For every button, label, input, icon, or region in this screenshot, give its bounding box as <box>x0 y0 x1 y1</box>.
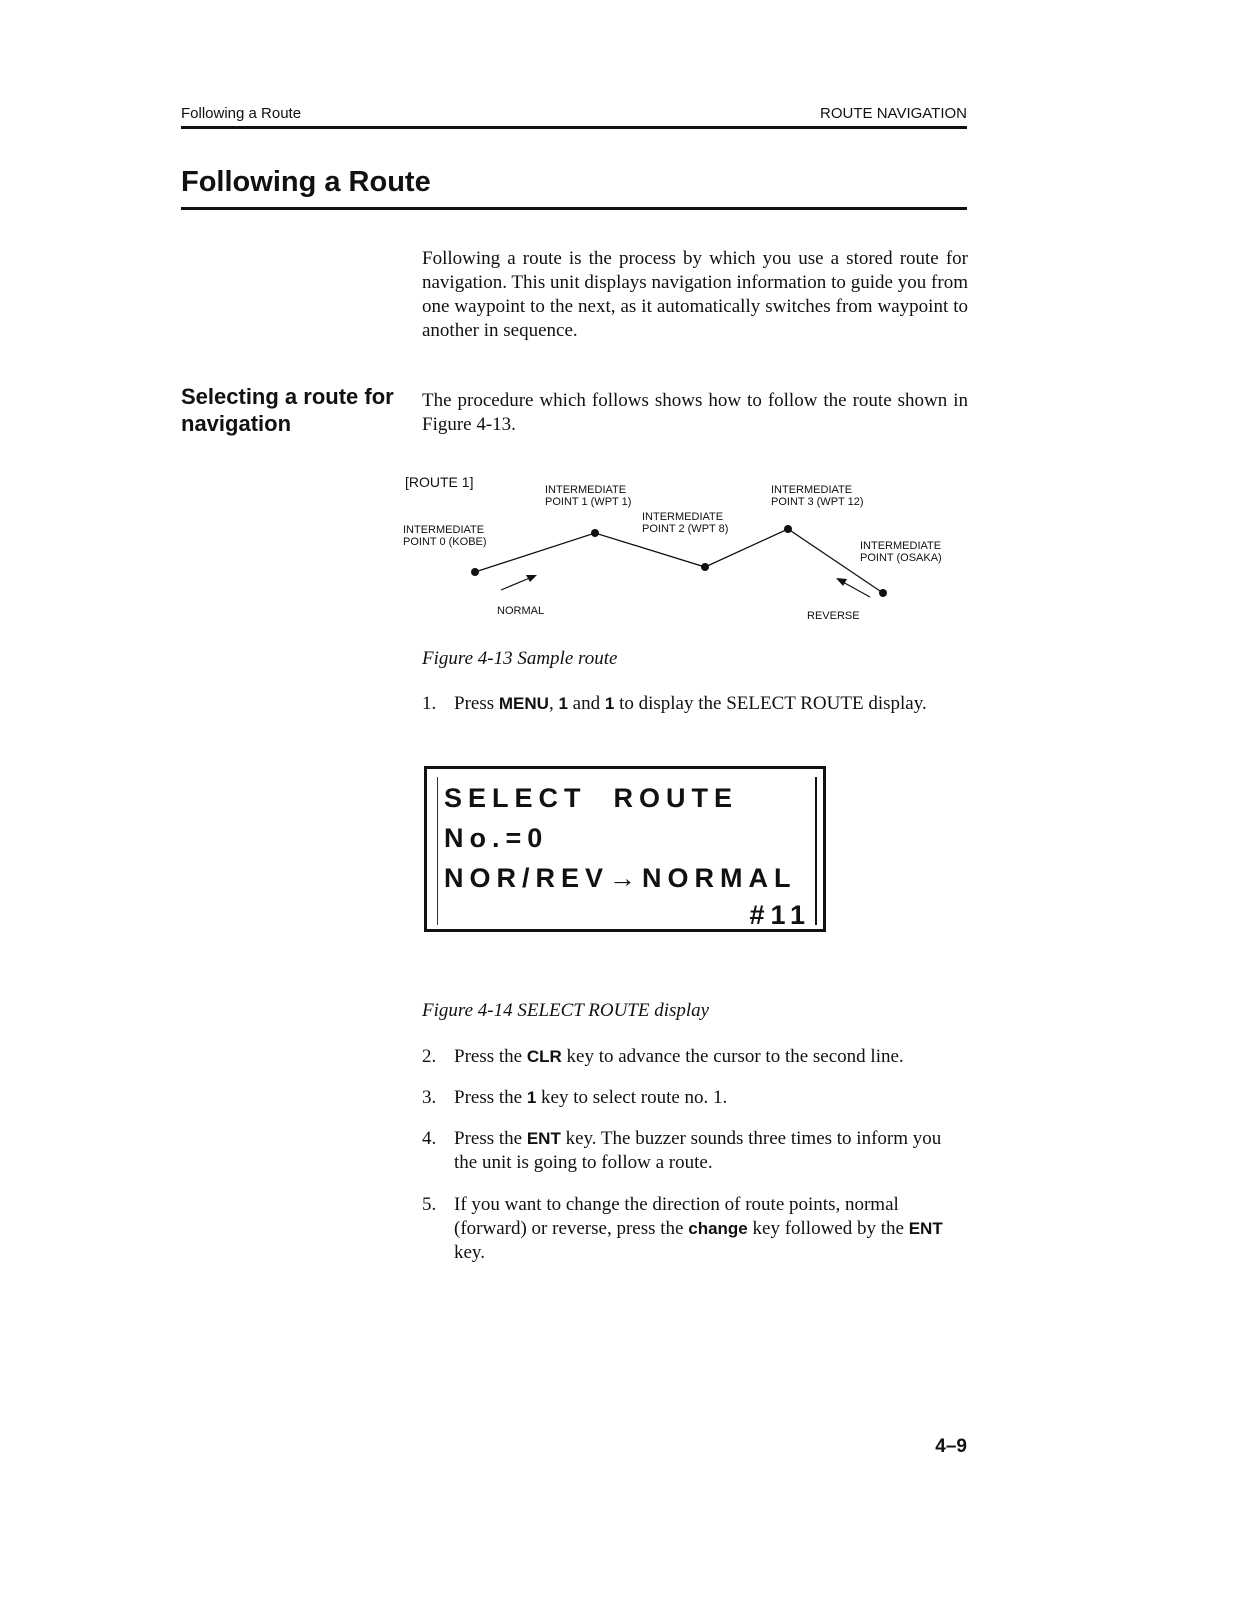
step-text: Press the 1 key to select route no. 1. <box>454 1087 728 1108</box>
reverse-arrowhead-icon <box>836 578 847 586</box>
procedure-paragraph: The procedure which follows shows how to follow the route shown in Figure 4-13. <box>422 390 968 435</box>
change-key: change <box>688 1219 748 1238</box>
step-number: 2. <box>422 1046 437 1067</box>
reverse-arrow-icon <box>841 581 870 597</box>
ent-key: ENT <box>526 1129 561 1148</box>
waypoint-0 <box>471 568 479 576</box>
point2-label-line2: POINT 2 (WPT 8) <box>642 523 729 535</box>
step-5 <box>422 1193 968 1265</box>
point1-label-line1: INTERMEDIATE <box>545 484 627 496</box>
step-number: 1. <box>422 693 437 714</box>
step-text: Press MENU, 1 and 1 to display the SELECT ROUTE display. <box>454 693 927 714</box>
step-text: Press the CLR key to advance the cursor to the second line. <box>454 1046 904 1067</box>
title-rule <box>181 207 967 210</box>
step-4 <box>422 1127 968 1175</box>
page-title: Following a Route <box>181 166 431 198</box>
step-1 <box>422 692 968 716</box>
lcd-line-4: #11 <box>749 900 811 930</box>
point4-label-line1: INTERMEDIATE <box>860 540 942 552</box>
section-heading: Selecting a route for navigation <box>181 384 394 436</box>
point1-label-line2: POINT 1 (WPT 1) <box>545 496 632 508</box>
point0-label-line1: INTERMEDIATE <box>403 524 485 536</box>
step-text: Press the ENT key. The buzzer sounds three times to inform you the unit is going to follow a route. <box>454 1128 942 1173</box>
route-path <box>475 529 883 593</box>
point4-label-line2: POINT (OSAKA) <box>860 552 942 564</box>
lcd-line-3: NOR/REV→NORMAL <box>444 863 797 893</box>
figure-4-14-caption: Figure 4-14 SELECT ROUTE display <box>422 1000 710 1021</box>
point3-label-line2: POINT 3 (WPT 12) <box>771 496 864 508</box>
step-2 <box>422 1045 968 1069</box>
reverse-label: REVERSE <box>807 610 860 622</box>
lcd-line-1: SELECT ROUTE <box>444 783 739 813</box>
route-label: [ROUTE 1] <box>405 474 474 490</box>
point3-label-line1: INTERMEDIATE <box>771 484 853 496</box>
menu-key: MENU <box>498 694 549 713</box>
step-text: If you want to change the direction of route points, normal (forward) or reverse, press the change key followed by the ENT key. <box>454 1194 943 1263</box>
normal-arrow-icon <box>501 577 532 590</box>
key-1: 1 <box>558 694 568 713</box>
ent-key: ENT <box>908 1219 943 1238</box>
running-header-right: ROUTE NAVIGATION <box>820 105 967 122</box>
clr-key: CLR <box>526 1047 562 1066</box>
lcd-line-2: No.=0 <box>444 823 549 853</box>
point0-label-line2: POINT 0 (KOBE) <box>403 536 487 548</box>
key-1: 1 <box>604 694 615 713</box>
normal-label: NORMAL <box>497 605 545 617</box>
waypoint-2 <box>701 563 709 571</box>
sample-route-figure <box>395 465 970 630</box>
lcd-screen <box>437 777 817 930</box>
waypoint-3 <box>784 525 792 533</box>
step-number: 4. <box>422 1128 437 1149</box>
step-number: 5. <box>422 1194 437 1215</box>
step-number: 3. <box>422 1087 437 1108</box>
header-rule <box>181 126 967 129</box>
waypoint-4 <box>879 589 887 597</box>
select-route-lcd <box>424 766 826 932</box>
intro-paragraph: Following a route is the process by which you use a stored route for navigation. This unit displays navigation information to guide you from one waypoint to the next, as it automatically switches from waypoint to another in sequence. <box>422 248 968 341</box>
waypoint-1 <box>591 529 599 537</box>
step-3 <box>422 1086 968 1110</box>
point2-label-line1: INTERMEDIATE <box>642 511 724 523</box>
page-number: 4–9 <box>935 1436 967 1457</box>
key-1: 1 <box>526 1088 537 1107</box>
running-header-left: Following a Route <box>181 105 302 122</box>
figure-4-13-caption: Figure 4-13 Sample route <box>422 648 618 669</box>
